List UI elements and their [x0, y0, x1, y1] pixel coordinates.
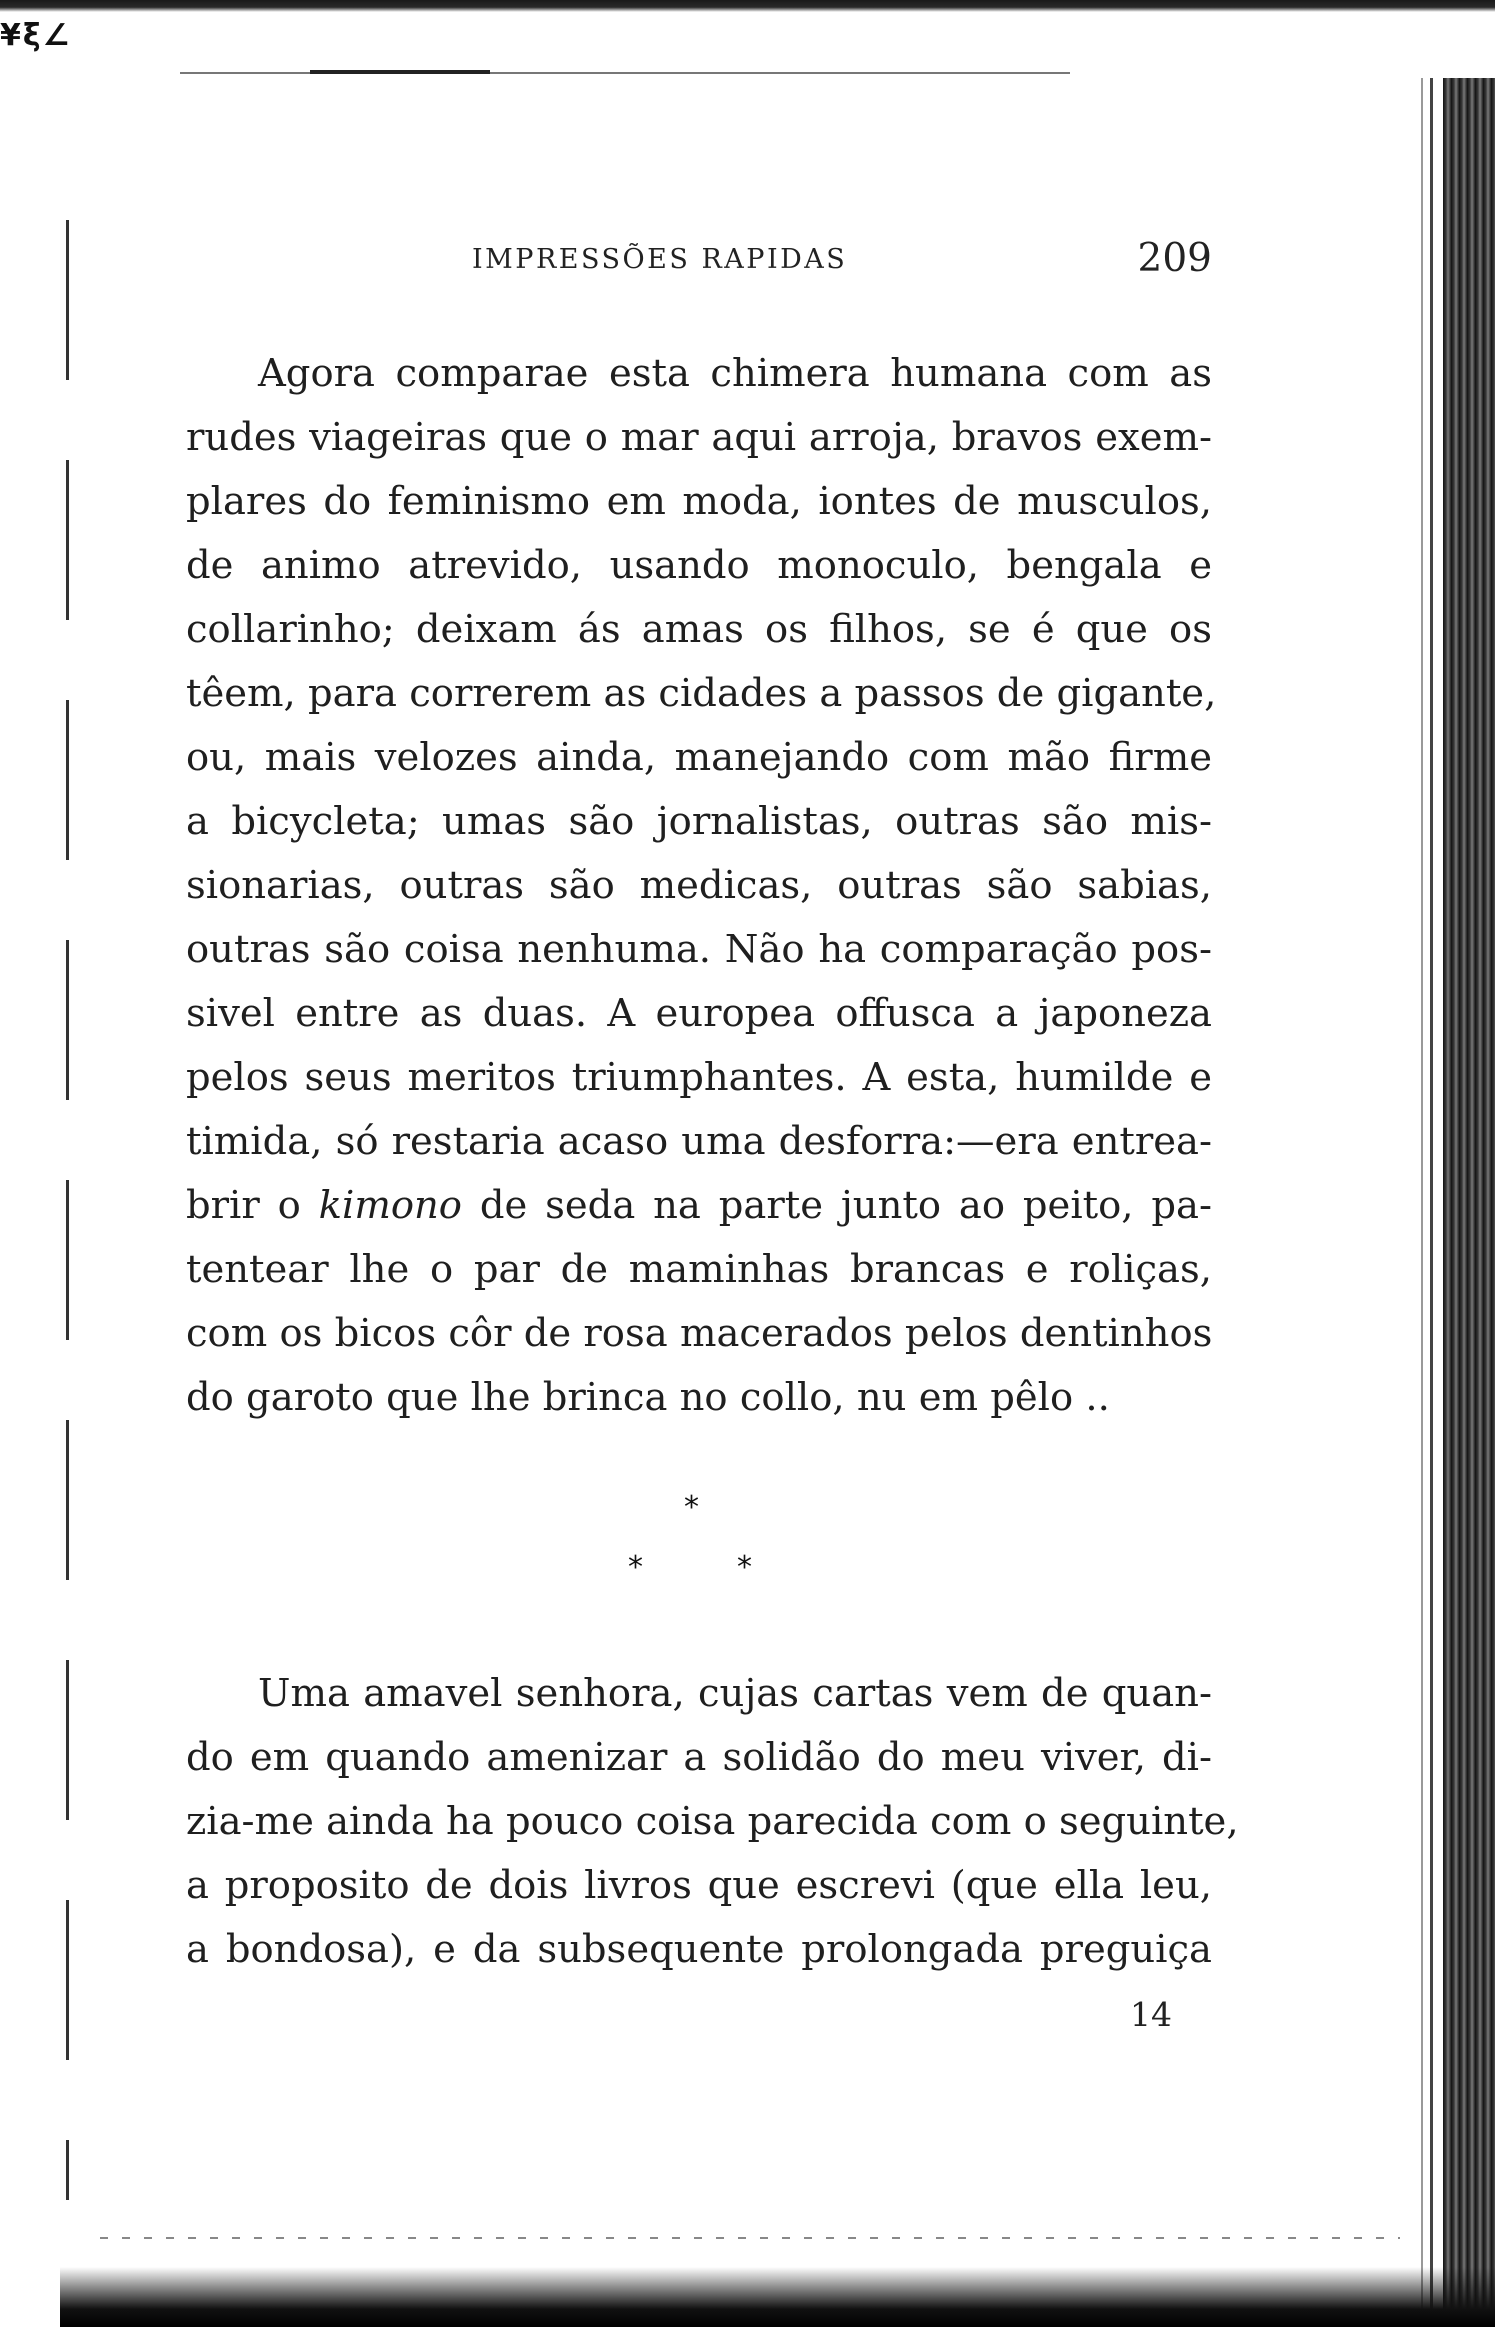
text-run: de seda na parte junto ao peito, pa-	[461, 1183, 1213, 1228]
running-head	[186, 236, 1212, 286]
text-line: a proposito de dois livros que escrevi (que ella leu,	[186, 1863, 1212, 1908]
text-line: com os bicos côr de rosa macerados pelos dentinhos	[186, 1311, 1213, 1356]
text-line: tentear lhe o par de maminhas brancas e roliças,	[186, 1247, 1212, 1292]
text-line: rudes viageiras que o mar aqui arroja, bravos exem-	[186, 415, 1212, 460]
running-title: IMPRESSÕES RAPIDAS	[472, 244, 848, 275]
page-number: 209	[1137, 236, 1212, 281]
text-line: Uma amavel senhora, cujas cartas vem de quan-	[258, 1671, 1212, 1716]
text-line: outras são coisa nenhuma. Não ha comparação pos-	[186, 927, 1212, 972]
text-line: do garoto que lhe brinca no collo, nu em pêlo ..	[186, 1375, 1110, 1420]
scan-bottom-edge	[60, 2267, 1495, 2327]
asterism-divider	[0, 1490, 1495, 1600]
text-run: brir o	[186, 1183, 319, 1228]
text-line: timida, só restaria acaso uma desforra:—era entrea-	[186, 1119, 1212, 1164]
paragraph-2	[186, 1662, 1239, 1982]
text-line: ou, mais velozes ainda, manejando com mão firme	[186, 735, 1212, 780]
scan-top-rule	[180, 72, 1070, 74]
scan-corner-mark: ¥ξ∠	[0, 18, 72, 53]
asterisk: *	[737, 1550, 752, 1585]
text-line: a bicycleta; umas são jornalistas, outras são mis-	[186, 799, 1212, 844]
text-line: de animo atrevido, usando monoculo, bengala e	[186, 543, 1212, 588]
paragraph-1	[186, 342, 1217, 1430]
text-line-with-italic	[186, 1174, 1212, 1238]
text-line: a bondosa), e da subsequente prolongada preguiça	[186, 1927, 1212, 1972]
scan-top-edge	[0, 0, 1495, 12]
asterisk: *	[684, 1490, 699, 1525]
text-line: plares do feminismo em moda, iontes de musculos,	[186, 479, 1212, 524]
scan-right-edge-line	[1421, 78, 1423, 2327]
text-line: collarinho; deixam ás amas os filhos, se é que os	[186, 607, 1212, 652]
text-line: sionarias, outras são medicas, outras são sabias,	[186, 863, 1212, 908]
text-line: zia-me ainda ha pouco coisa parecida com o seguinte,	[186, 1799, 1239, 1844]
scan-left-gutter	[66, 220, 69, 2200]
scan-right-edge	[1443, 78, 1495, 2327]
asterisk: *	[628, 1550, 643, 1585]
scan-bottom-dots	[100, 2237, 1400, 2239]
scan-right-edge-line	[1430, 78, 1433, 2327]
text-line: sivel entre as duas. A europea offusca a japoneza	[186, 991, 1212, 1036]
text-line: pelos seus meritos triumphantes. A esta, humilde e	[186, 1055, 1212, 1100]
signature-mark: 14	[1130, 1995, 1172, 2034]
text-line: têem, para correrem as cidades a passos de gigante,	[186, 671, 1217, 716]
text-line: Agora comparae esta chimera humana com as	[258, 351, 1212, 396]
italic-word: kimono	[318, 1183, 462, 1228]
text-line: do em quando amenizar a solidão do meu viver, di-	[186, 1735, 1212, 1780]
